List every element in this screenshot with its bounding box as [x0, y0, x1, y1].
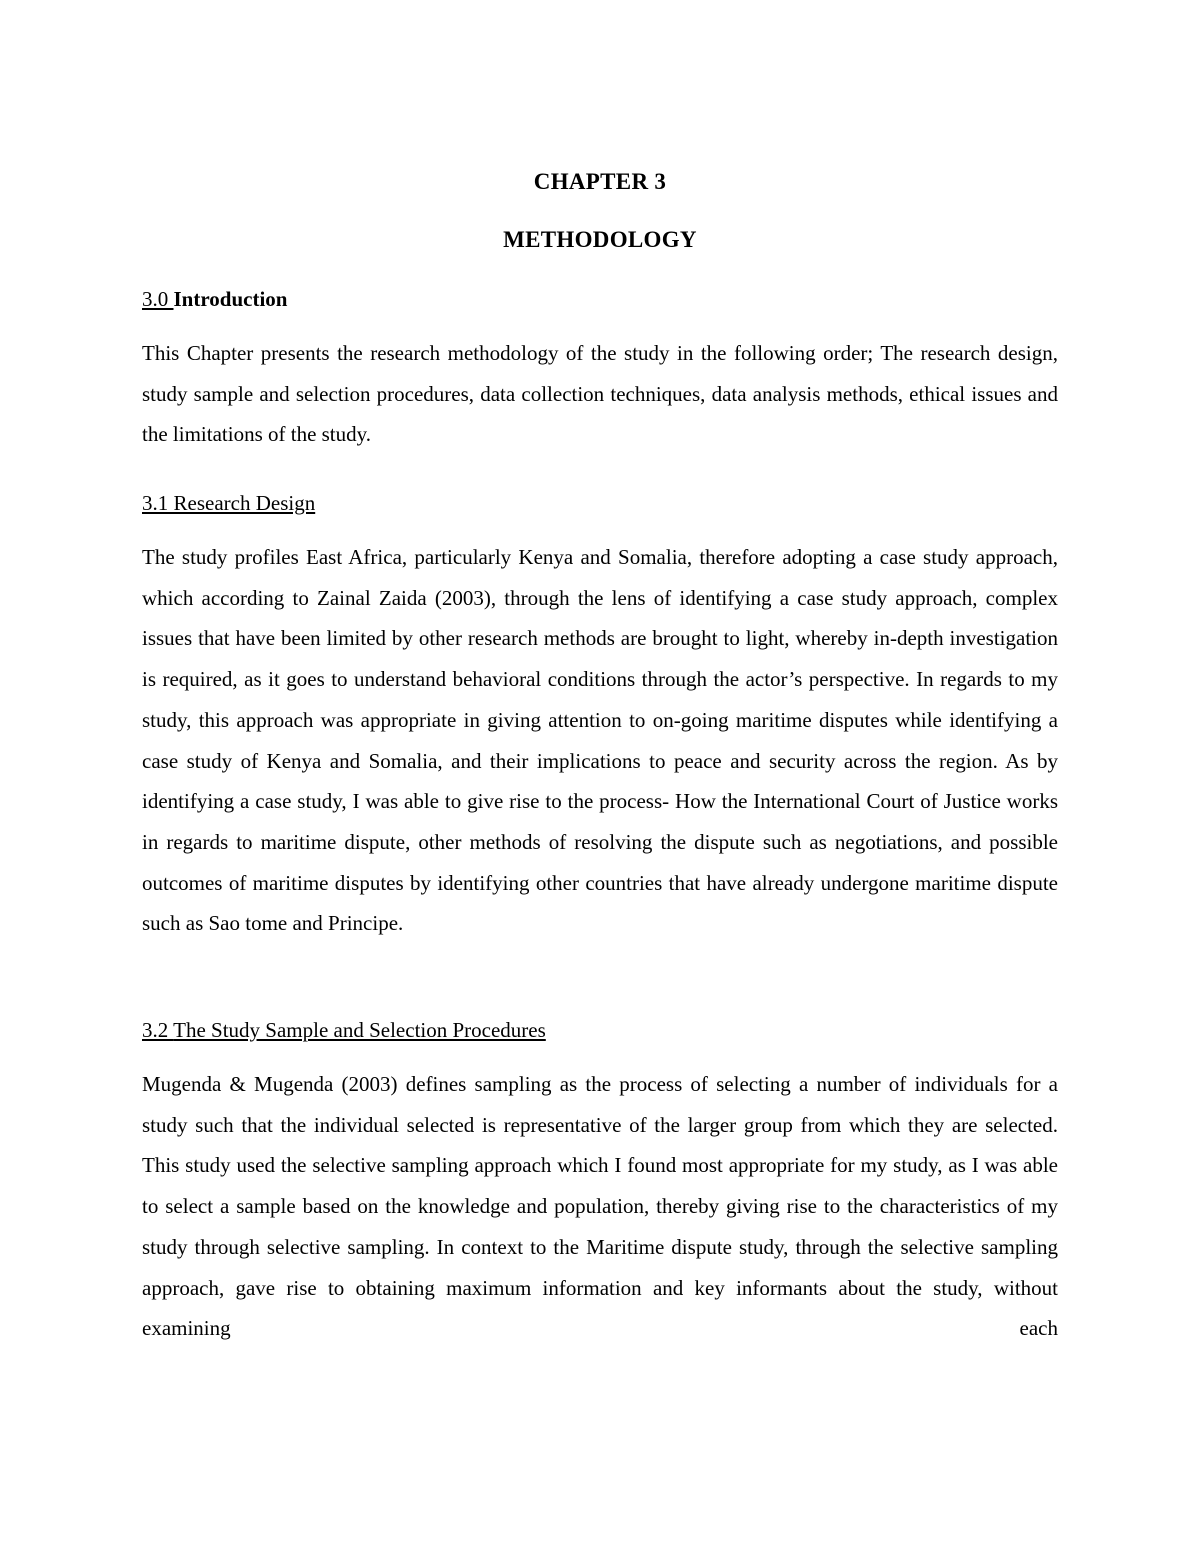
chapter-label: CHAPTER 3	[533, 169, 667, 194]
paragraph-study-sample: Mugenda & Mugenda (2003) defines sampling as the process of selecting a number of individuals for a study such that the individual selected is representative of the larger group from which they are selected. This study used the selective sampling approach which I found most appropriate for my study, as I was able to select a sample based on the knowledge and population, thereby giving rise to the characteristics of my study through selective sampling. In context to the Maritime dispute study, through the selective sampling approach, gave rise to obtaining maximum information and key informants about the study, without examining each	[142, 1072, 1058, 1341]
section-number: 3.1	[142, 491, 174, 515]
section-heading-research-design	[142, 490, 315, 516]
section-heading-study-sample	[142, 1017, 546, 1043]
section-number: 3.0	[142, 287, 174, 311]
section-title: The Study Sample and Selection Procedures	[173, 1018, 546, 1042]
section-heading-introduction	[142, 286, 287, 312]
section-title: Introduction	[173, 287, 288, 311]
chapter-title: METHODOLOGY	[503, 227, 697, 252]
section-number: 3.2	[142, 1018, 174, 1042]
paragraph-research-design: The study profiles East Africa, particularly Kenya and Somalia, therefore adopting a case study approach, which according to Zainal Zaida (2003), through the lens of identifying a case study approach, complex issues that have been limited by other research methods are brought to light, whereby in-depth investigation is required, as it goes to understand behavioral conditions through the actor’s perspective. In regards to my study, this approach was appropriate in giving attention to on-going maritime disputes while identifying a case study of Kenya and Somalia, and their implications to peace and security across the region. As by identifying a case study, I was able to give rise to the process- How the International Court of Justice works in regards to maritime dispute, other methods of resolving the dispute such as negotiations, and possible outcomes of maritime disputes by identifying other countries that have already undergone maritime dispute such as Sao tome and Principe.	[142, 545, 1058, 936]
paragraph-introduction: This Chapter presents the research methodology of the study in the following order; The research design, study sample and selection procedures, data collection techniques, data analysis methods, ethical issues and the limitations of the study.	[142, 341, 1058, 447]
section-title: Research Design	[173, 491, 316, 515]
